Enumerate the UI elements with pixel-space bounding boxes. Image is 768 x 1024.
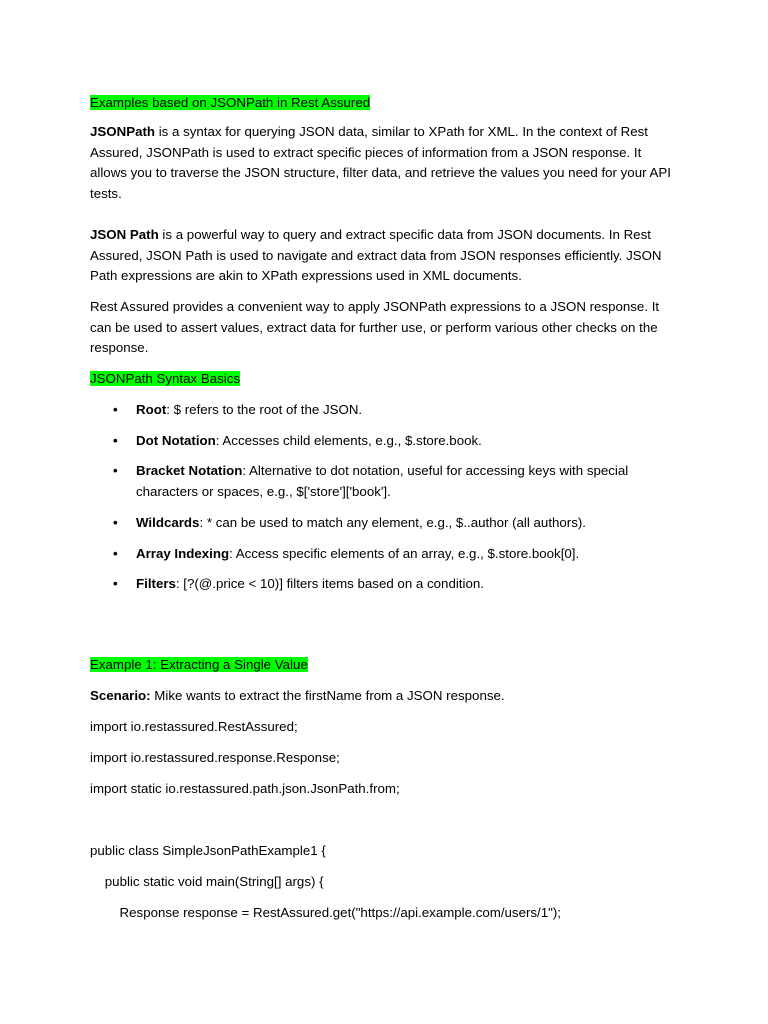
bullet-icon: •	[113, 514, 118, 530]
code-line-6: Response response = RestAssured.get("https://api.example.com/users/1");	[90, 905, 561, 920]
heading-examples: Examples based on JSONPath in Rest Assured	[90, 95, 371, 110]
scenario-text: Scenario: Mike wants to extract the firstName from a JSON response.	[90, 688, 505, 703]
syntax-bullet-list	[90, 400, 680, 605]
list-item: • Bracket Notation: Alternative to dot notation, useful for accessing keys with special characters or spaces, e.g., $['store']['book'].	[113, 463, 629, 500]
paragraph-jsonpath-intro: JSONPath is a syntax for querying JSON data, similar to XPath for XML. In the context of Rest Assured, JSONPath is used to extract specific pieces of information from a JSON response. It allows you to traverse the JSON structure, filter data, and retrieve the values you need for your API tests.	[90, 124, 671, 202]
paragraph-rest-assured: Rest Assured provides a convenient way to apply JSONPath expressions to a JSON response. It can be used to assert values, extract data for further use, or perform various other checks on the response.	[90, 299, 660, 356]
code-line-2: import io.restassured.response.Response;	[90, 750, 340, 765]
heading-example-1: Example 1: Extracting a Single Value	[90, 657, 308, 672]
code-line-3: import static io.restassured.path.json.JsonPath.from;	[90, 781, 400, 796]
code-line-1: import io.restassured.RestAssured;	[90, 719, 298, 734]
bullet-icon: •	[113, 576, 118, 592]
list-item: • Filters: [?(@.price < 10)] filters items based on a condition.	[90, 574, 680, 595]
code-line-4: public class SimpleJsonPathExample1 {	[90, 843, 326, 858]
list-item: • Root: $ refers to the root of the JSON.	[90, 400, 680, 421]
heading-syntax-basics: JSONPath Syntax Basics	[90, 371, 241, 386]
list-item: • Wildcards: * can be used to match any element, e.g., $..author (all authors).	[90, 513, 680, 534]
bullet-icon: •	[113, 545, 118, 561]
bullet-icon: •	[113, 432, 118, 448]
list-item: • Array Indexing: Access specific elements of an array, e.g., $.store.book[0].	[90, 544, 680, 565]
bullet-icon: •	[113, 402, 118, 417]
bullet-icon: •	[113, 463, 118, 479]
list-item: • Dot Notation: Accesses child elements, e.g., $.store.book.	[90, 431, 680, 452]
paragraph-json-path: JSON Path is a powerful way to query and extract specific data from JSON documents. In Rest Assured, JSON Path is used to navigate and extract data from JSON responses efficiently. JSON Path expressions are akin to XPath expressions used in XML documents.	[90, 227, 662, 284]
code-line-5: public static void main(String[] args) {	[90, 874, 324, 889]
